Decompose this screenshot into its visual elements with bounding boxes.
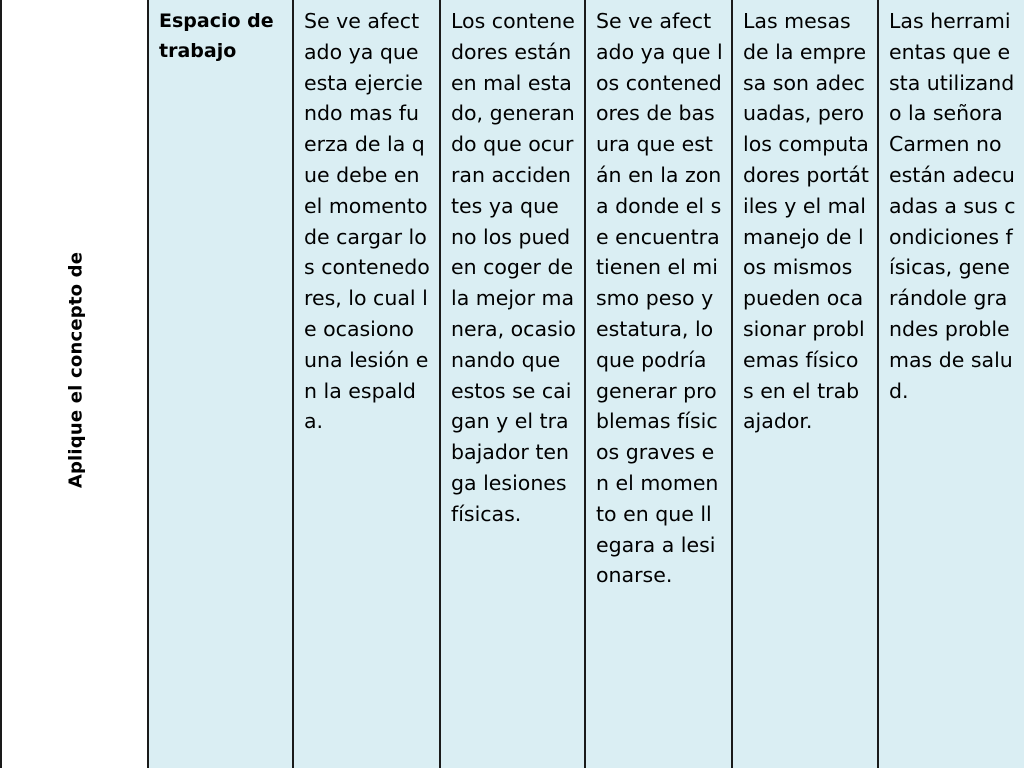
table-cell-2: Los contenedores están en mal estado, generando que ocurran accidentes ya que no los pueden coger de la mejor manera, ocasionando que estos se caigan y el trabajador tenga lesiones físicas. (439, 0, 584, 768)
table-cell-4: Las mesas de la empresa son adecuadas, pero los computadores portátiles y el mal manejo de los mismos pueden ocasionar problemas físicos en el trabajador. (731, 0, 877, 768)
category-cell: Espacio de trabajo (147, 0, 292, 768)
table-cell-1: Se ve afectado ya que esta ejerciendo mas fuerza de la que debe en el momento de cargar los contenedores, lo cual le ocasiono una lesión en la espalda. (292, 0, 439, 768)
row-header-cell (0, 0, 147, 768)
table-cell-3: Se ve afectado ya que los contenedores de basura que están en la zona donde el se encuentra tienen el mismo peso y estatura, lo que podría generar problemas físicos graves en el momento en que llegara a lesionarse. (584, 0, 731, 768)
table-cell-5: Las herramientas que esta utilizando la señora Carmen no están adecuadas a sus condiciones físicas, generándole grandes problemas de salud. (877, 0, 1024, 768)
row-header-label: Aplique el concepto de (65, 251, 87, 489)
